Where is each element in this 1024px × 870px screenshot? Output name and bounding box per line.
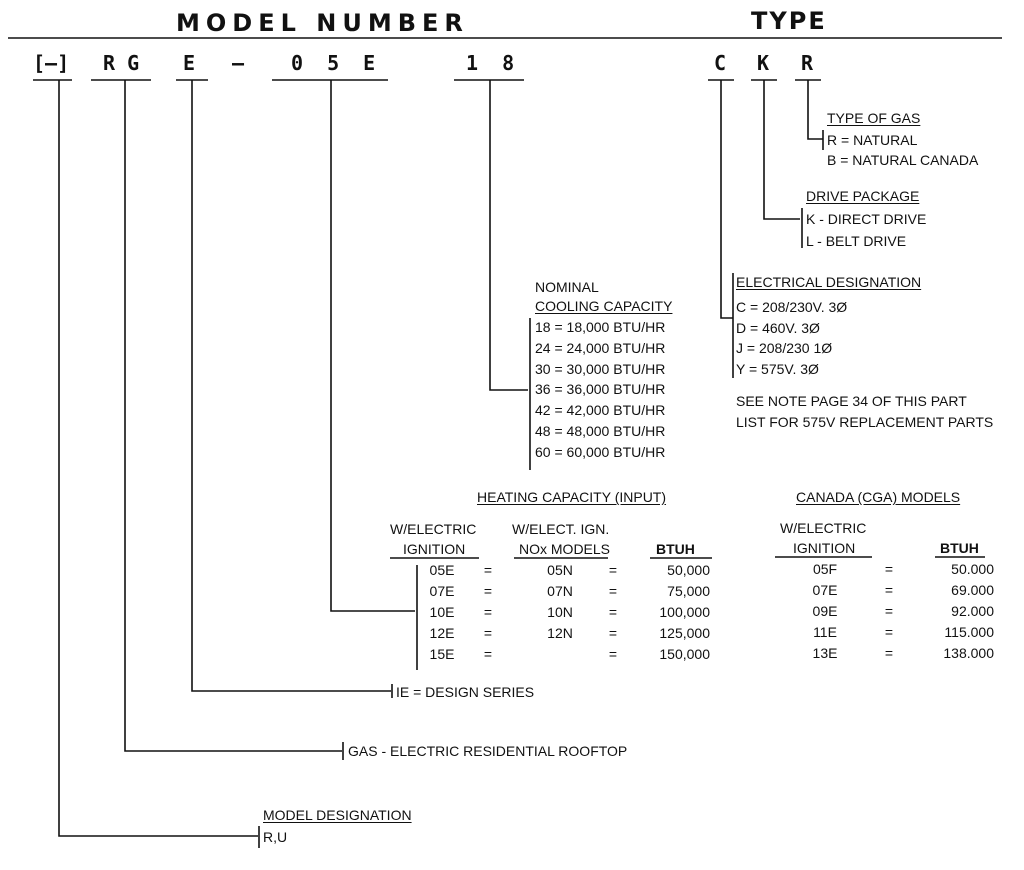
- heating-equals: =: [483, 583, 493, 599]
- heating-btuh: 100,000: [659, 604, 710, 620]
- cooling-item: 30 = 30,000 BTU/HR: [535, 361, 666, 377]
- line-gas-electric: [125, 80, 342, 751]
- heating-equals: =: [483, 646, 493, 662]
- canada-btuh: 92.000: [951, 603, 994, 619]
- canada-code: 13E: [812, 645, 838, 661]
- line-design-series: [192, 80, 391, 691]
- canada-col1-line1: W/ELECTRIC: [780, 520, 867, 536]
- heating-col1-line1: W/ELECTRIC: [390, 521, 477, 537]
- canada-code: 09E: [812, 603, 838, 619]
- heating-equals: =: [608, 604, 618, 620]
- type-of-gas-item: B = NATURAL CANADA: [827, 152, 979, 168]
- canada-code: 07E: [812, 582, 838, 598]
- line-electrical: [721, 80, 733, 318]
- canada-btuh: 69.000: [951, 582, 994, 598]
- cooling-item: 24 = 24,000 BTU/HR: [535, 340, 666, 356]
- heating-e-code: 05E: [429, 562, 455, 578]
- canada-col2-header: BTUH: [940, 540, 979, 556]
- heating-n-code: 12N: [547, 625, 573, 641]
- electrical-title: ELECTRICAL DESIGNATION: [736, 274, 922, 290]
- heating-col1-line2: IGNITION: [403, 541, 466, 557]
- drive-package-title: DRIVE PACKAGE: [806, 188, 920, 204]
- cooling-item: 18 = 18,000 BTU/HR: [535, 319, 666, 335]
- code-05e: 0 5 E: [291, 51, 382, 75]
- canada-btuh: 115.000: [944, 624, 994, 640]
- cooling-item: 60 = 60,000 BTU/HR: [535, 444, 666, 460]
- heating-equals: =: [608, 625, 618, 641]
- heating-equals: =: [608, 583, 618, 599]
- code-rg: R G: [103, 51, 140, 75]
- code-r: R: [801, 51, 814, 75]
- heating-col3-header: BTUH: [656, 541, 695, 557]
- electrical-note-line: SEE NOTE PAGE 34 OF THIS PART: [736, 393, 967, 409]
- cooling-item: 48 = 48,000 BTU/HR: [535, 423, 666, 439]
- line-type-of-gas: [808, 80, 823, 139]
- heating-n-code: 05N: [547, 562, 573, 578]
- code-c: C: [714, 51, 727, 75]
- canada-title: CANADA (CGA) MODELS: [796, 489, 961, 505]
- heating-e-code: 10E: [429, 604, 455, 620]
- canada-equals: =: [884, 582, 894, 598]
- type-title: TYPE: [751, 7, 827, 35]
- heating-equals: =: [483, 625, 493, 641]
- cooling-item: 36 = 36,000 BTU/HR: [535, 381, 666, 397]
- heating-title: HEATING CAPACITY (INPUT): [477, 489, 667, 505]
- heating-btuh: 125,000: [659, 625, 710, 641]
- line-cooling: [490, 80, 528, 390]
- cooling-title-1: NOMINAL: [535, 279, 599, 295]
- design-series-label: IE = DESIGN SERIES: [396, 684, 535, 700]
- model-number-title: MODEL NUMBER: [176, 9, 469, 37]
- heating-e-code: 15E: [429, 646, 455, 662]
- canada-col1-line2: IGNITION: [793, 540, 856, 556]
- canada-code: 11E: [813, 624, 837, 640]
- type-of-gas-title: TYPE OF GAS: [827, 110, 921, 126]
- heating-col2-line1: W/ELECT. IGN.: [512, 521, 610, 537]
- canada-equals: =: [884, 624, 894, 640]
- code-18: 1 8: [466, 51, 521, 75]
- gas-electric-label: GAS - ELECTRIC RESIDENTIAL ROOFTOP: [348, 743, 628, 759]
- electrical-item: D = 460V. 3Ø: [736, 320, 820, 336]
- heating-n-code: 07N: [547, 583, 573, 599]
- heating-equals: =: [608, 562, 618, 578]
- model-designation-title: MODEL DESIGNATION: [263, 807, 412, 823]
- cooling-item: 42 = 42,000 BTU/HR: [535, 402, 666, 418]
- code-k: K: [757, 51, 770, 75]
- drive-package-item: L - BELT DRIVE: [806, 233, 907, 249]
- heating-btuh: 50,000: [667, 562, 710, 578]
- drive-package-item: K - DIRECT DRIVE: [806, 211, 927, 227]
- heating-e-code: 07E: [429, 583, 455, 599]
- electrical-note-line: LIST FOR 575V REPLACEMENT PARTS: [736, 414, 994, 430]
- heating-equals: =: [608, 646, 618, 662]
- cooling-title-2: COOLING CAPACITY: [535, 298, 673, 314]
- heating-col2-line2: NOx MODELS: [519, 541, 611, 557]
- canada-btuh: 50.000: [951, 561, 994, 577]
- heating-equals: =: [483, 604, 493, 620]
- type-of-gas-item: R = NATURAL: [827, 132, 918, 148]
- canada-btuh: 138.000: [943, 645, 994, 661]
- code-dash: —: [232, 51, 245, 75]
- canada-code: 05F: [812, 561, 838, 577]
- line-drive-package: [764, 80, 800, 219]
- heating-n-code: 10N: [547, 604, 573, 620]
- heating-e-code: 12E: [429, 625, 455, 641]
- code-e: E: [183, 51, 196, 75]
- heating-btuh: 150,000: [659, 646, 710, 662]
- electrical-item: J = 208/230 1Ø: [736, 340, 833, 356]
- canada-equals: =: [884, 645, 894, 661]
- model-designation-value: R,U: [263, 829, 288, 845]
- electrical-item: C = 208/230V. 3Ø: [736, 299, 848, 315]
- heating-equals: =: [483, 562, 493, 578]
- canada-equals: =: [884, 603, 894, 619]
- line-model-designation: [59, 80, 258, 836]
- heating-btuh: 75,000: [667, 583, 710, 599]
- electrical-item: Y = 575V. 3Ø: [736, 361, 819, 377]
- code-prefix: [—]: [33, 51, 70, 75]
- canada-equals: =: [884, 561, 894, 577]
